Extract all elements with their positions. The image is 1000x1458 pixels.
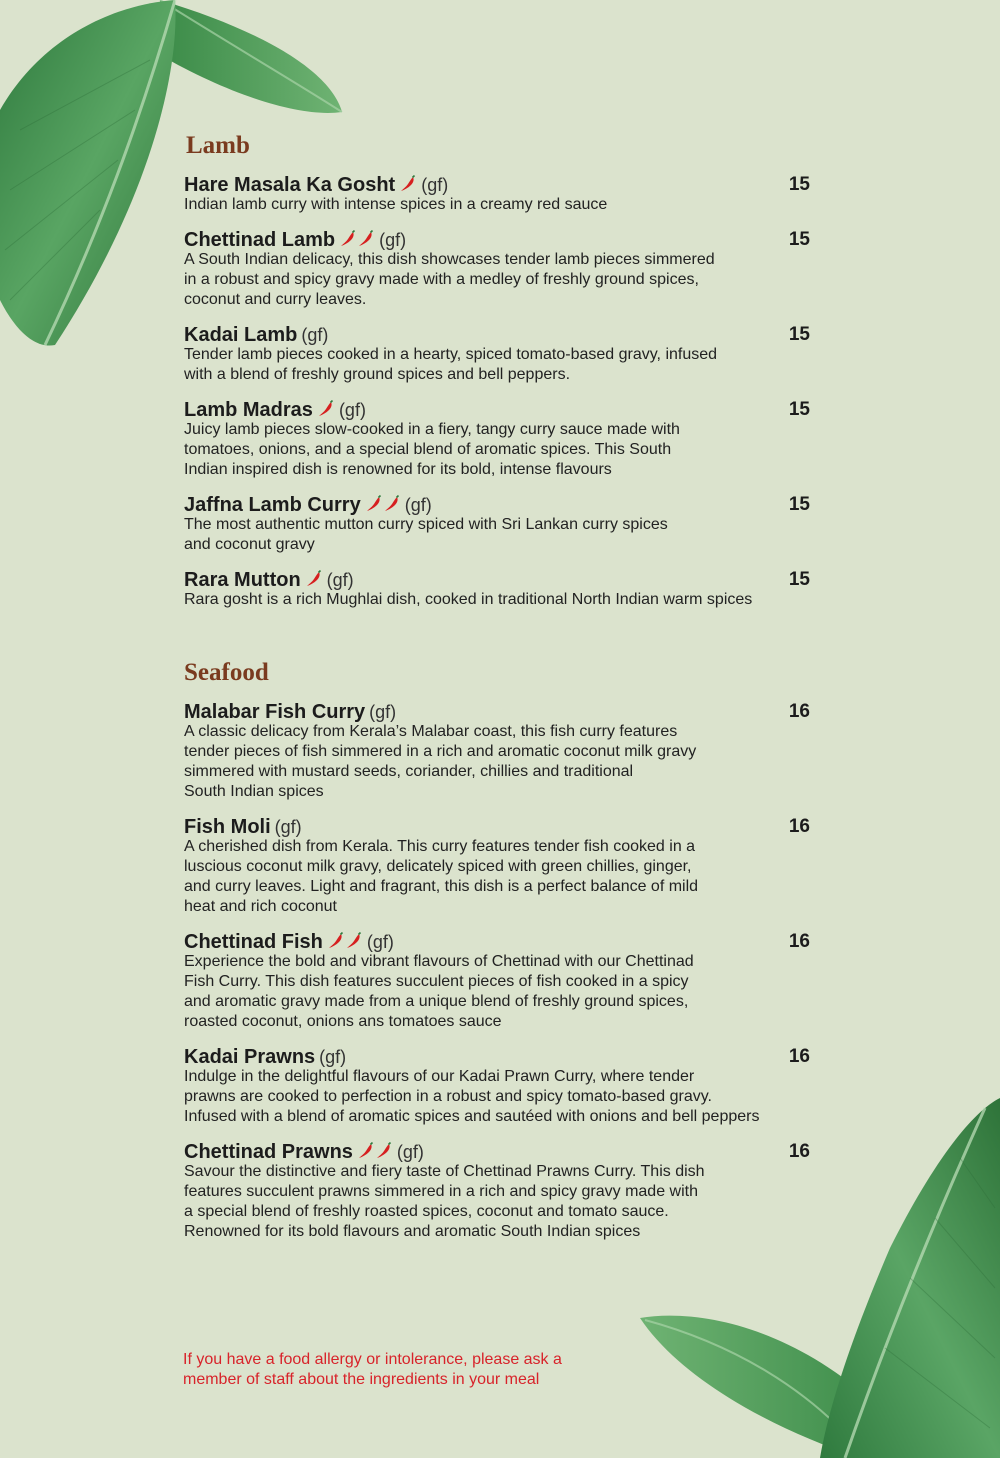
dish-name: Chettinad Fish	[184, 931, 323, 953]
dish-price: 15	[788, 494, 810, 515]
allergy-notice: If you have a food allergy or intolerance, please ask a member of staff about the ingredients in your meal	[183, 1351, 562, 1388]
chilli-pepper-icon	[357, 1142, 393, 1167]
menu-item	[184, 229, 814, 310]
dish-description: Tender lamb pieces cooked in a hearty, spiced tomato-based gravy, infused with a blend of freshly ground spices and bell peppers.	[184, 346, 718, 383]
dish-price: 16	[788, 701, 810, 722]
gluten-free-tag: (gf)	[274, 817, 302, 837]
menu-item-header	[184, 931, 814, 953]
gluten-free-tag: (gf)	[338, 400, 366, 420]
dish-description: Indulge in the delightful flavours of our Kadai Prawn Curry, where tender prawns are cooked to perfection in a robust and spicy tomato-based gravy. Infused with a blend of aromatic spices and sautéed with onions and bell peppers	[184, 1068, 760, 1125]
gluten-free-tag: (gf)	[319, 1047, 347, 1067]
dish-name: Lamb Madras	[184, 399, 313, 421]
gluten-free-tag: (gf)	[421, 175, 449, 195]
menu-item-header	[184, 229, 814, 251]
menu-item-header	[184, 816, 814, 838]
dish-description: Juicy lamb pieces slow-cooked in a fiery, tangy curry sauce made with tomatoes, onions, and a special blend of aromatic spices. This South Indian inspired dish is renowned for its bold, intense flavours	[184, 421, 680, 478]
gluten-free-tag: (gf)	[301, 325, 329, 345]
dish-name: Jaffna Lamb Curry	[184, 494, 361, 516]
menu-item	[184, 569, 814, 610]
menu-item	[184, 399, 814, 480]
menu-item-header	[184, 1046, 814, 1068]
dish-description: A cherished dish from Kerala. This curry features tender fish cooked in a luscious coconut milk gravy, delicately spiced with green chillies, ginger, and curry leaves. Light and fragrant, this dish is a perfect balance of mild heat and rich coconut	[184, 838, 699, 915]
section-title: Seafood	[184, 659, 269, 686]
menu-item	[184, 494, 814, 555]
dish-price: 15	[788, 569, 810, 590]
menu-item	[184, 1141, 814, 1242]
dish-price: 16	[788, 816, 810, 837]
menu-item-header	[184, 701, 814, 723]
menu-item	[184, 324, 814, 385]
menu-item-header	[184, 569, 814, 591]
dish-price: 15	[788, 174, 810, 195]
menu-item-header	[184, 174, 814, 196]
dish-name: Malabar Fish Curry	[184, 701, 366, 723]
menu-section-seafood	[184, 657, 814, 1256]
menu-item-header	[184, 1141, 814, 1163]
chilli-pepper-icon	[327, 932, 363, 957]
dish-name: Chettinad Prawns	[184, 1141, 353, 1163]
dish-description: The most authentic mutton curry spiced with Sri Lankan curry spices and coconut gravy	[184, 516, 668, 553]
dish-description: Indian lamb curry with intense spices in a creamy red sauce	[184, 196, 608, 213]
dish-description: Experience the bold and vibrant flavours of Chettinad with our Chettinad Fish Curry. This dish features succulent pieces of fish cooked in a spicy and aromatic gravy made from a unique blend of freshly ground spices, roasted coconut, onions ans tomatoes sauce	[184, 953, 694, 1030]
dish-name: Rara Mutton	[184, 569, 301, 591]
dish-price: 16	[788, 1046, 810, 1067]
dish-name: Chettinad Lamb	[184, 229, 336, 251]
dish-description: A South Indian delicacy, this dish showcases tender lamb pieces simmered in a robust and spicy gravy made with a medley of freshly ground spices, coconut and curry leaves.	[184, 251, 715, 308]
dish-price: 16	[788, 1141, 810, 1162]
gluten-free-tag: (gf)	[369, 702, 397, 722]
chilli-pepper-icon	[317, 400, 335, 425]
menu-item-header	[184, 494, 814, 516]
chilli-pepper-icon	[339, 230, 375, 255]
dish-price: 15	[788, 399, 810, 420]
dish-description: Savour the distinctive and fiery taste of Chettinad Prawns Curry. This dish features succulent prawns simmered in a rich and spicy gravy made with a special blend of freshly roasted spices, coconut and tomato sauce. Renowned for its bold flavours and aromatic South Indian spices	[184, 1163, 705, 1240]
dish-description: A classic delicacy from Kerala’s Malabar coast, this fish curry features tender pieces of fish simmered in a rich and aromatic coconut milk gravy simmered with mustard seeds, coriander, chillies and traditional South Indian spices	[184, 723, 697, 800]
menu-item	[184, 931, 814, 1032]
menu-item	[184, 816, 814, 917]
gluten-free-tag: (gf)	[326, 570, 354, 590]
dish-price: 15	[788, 229, 810, 250]
dish-name: Fish Moli	[184, 816, 271, 838]
gluten-free-tag: (gf)	[404, 495, 432, 515]
dish-name: Hare Masala Ka Gosht	[184, 174, 396, 196]
menu-item-header	[184, 324, 814, 346]
menu-section-lamb	[184, 130, 814, 624]
dish-name: Kadai Prawns	[184, 1046, 316, 1068]
menu-item	[184, 701, 814, 802]
chilli-pepper-icon	[365, 495, 401, 520]
gluten-free-tag: (gf)	[379, 230, 407, 250]
menu-item	[184, 1046, 814, 1127]
chilli-pepper-icon	[305, 570, 323, 595]
gluten-free-tag: (gf)	[396, 1142, 424, 1162]
gluten-free-tag: (gf)	[366, 932, 394, 952]
chilli-pepper-icon	[399, 175, 417, 200]
menu-item	[184, 174, 814, 215]
dish-name: Kadai Lamb	[184, 324, 298, 346]
dish-price: 16	[788, 931, 810, 952]
dish-price: 15	[788, 324, 810, 345]
section-title: Lamb	[186, 132, 250, 159]
menu-item-header	[184, 399, 814, 421]
dish-description: Rara gosht is a rich Mughlai dish, cooked in traditional North Indian warm spices	[184, 591, 753, 608]
